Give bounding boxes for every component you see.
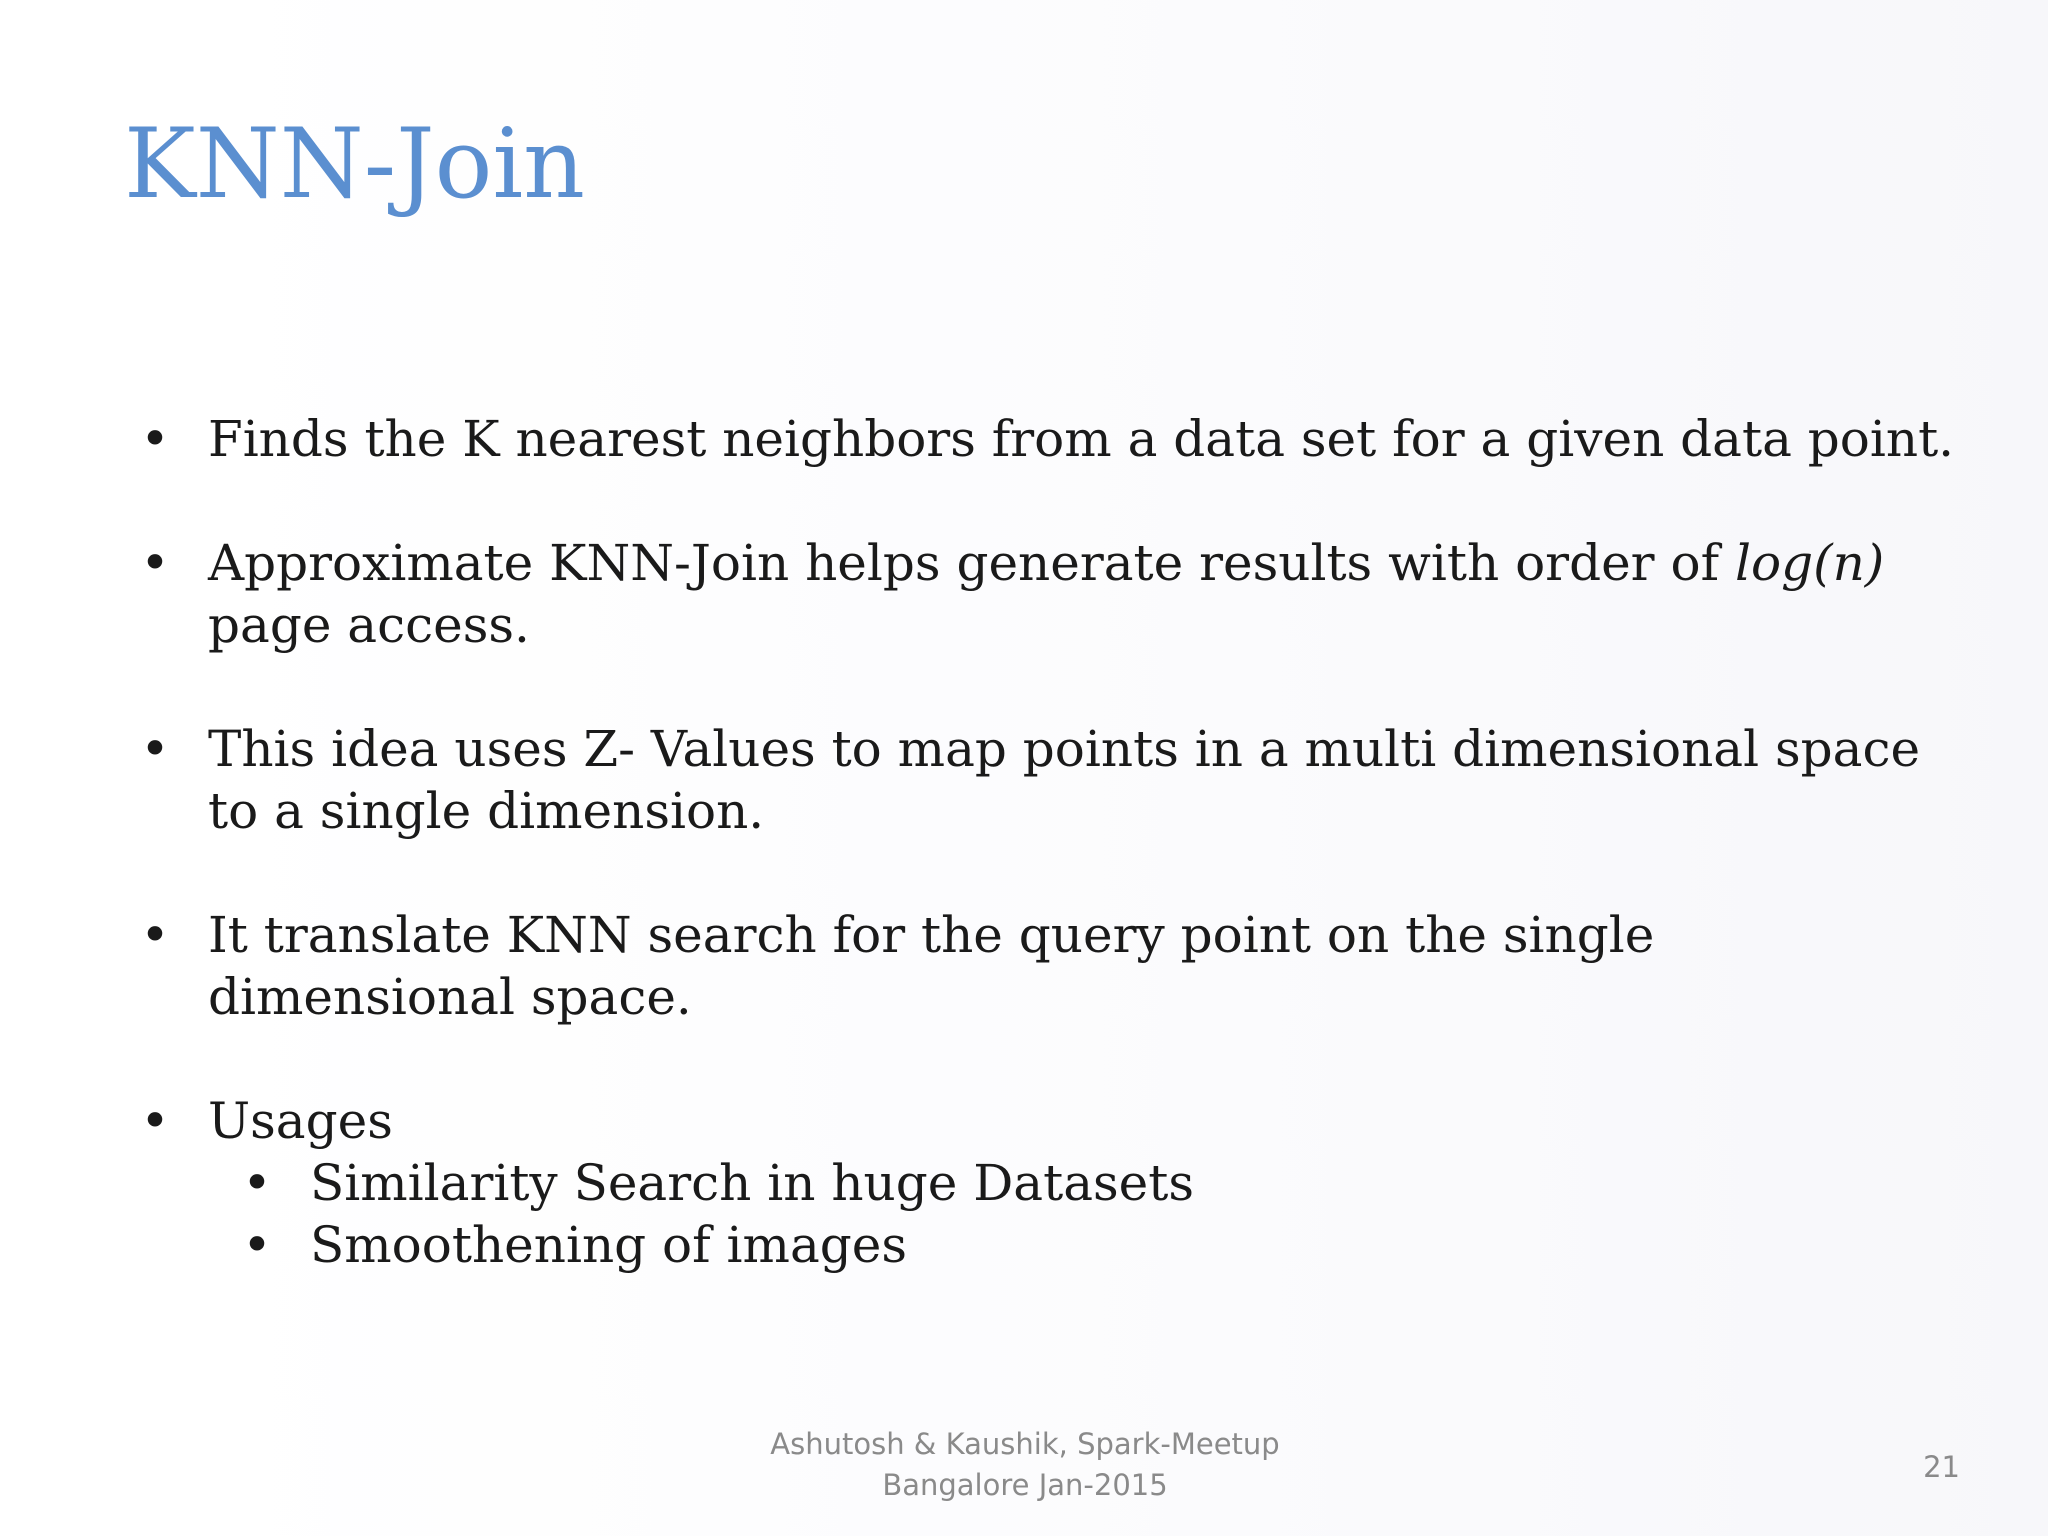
bullet-item xyxy=(140,904,1960,1028)
bullet-text: Finds the K nearest neighbors from a data set for a given data point. xyxy=(208,410,1955,468)
sub-bullet-text: Smoothening of images xyxy=(310,1216,908,1274)
footer-line-event: Bangalore Jan-2015 xyxy=(882,1468,1168,1502)
bullet-text: Approximate KNN-Join helps generate results with order of xyxy=(208,534,1735,592)
bullet-item xyxy=(140,718,1960,842)
sub-bullet-item xyxy=(140,1152,1960,1214)
bullet-item xyxy=(140,532,1960,656)
page-number: 21 xyxy=(1923,1450,1960,1484)
bullet-list xyxy=(140,408,1960,1276)
bullet-text: It translate KNN search for the query point on the single dimensional space. xyxy=(208,906,1655,1026)
bullet-marker: • xyxy=(140,410,170,468)
bullet-marker: • xyxy=(140,906,170,964)
bullet-marker: • xyxy=(140,720,170,778)
footer-line-authors: Ashutosh & Kaushik, Spark-Meetup xyxy=(770,1427,1280,1461)
bullet-marker: • xyxy=(140,1092,170,1150)
bullet-text: Usages xyxy=(208,1092,393,1150)
bullet-marker: • xyxy=(140,534,170,592)
bullet-text: page access. xyxy=(208,596,530,654)
sub-bullet-marker: • xyxy=(242,1216,272,1274)
bullet-text: This idea uses Z- Values to map points in a multi dimensional space to a single dimension. xyxy=(208,720,1921,840)
bullet-item xyxy=(140,1090,1960,1276)
slide-title: KNN-Join xyxy=(124,108,585,220)
bullet-text-italic: log(n) xyxy=(1734,534,1885,592)
sub-bullet-marker: • xyxy=(242,1154,272,1212)
sub-bullet-item xyxy=(140,1214,1960,1276)
slide-footer xyxy=(680,1424,1370,1506)
sub-bullet-text: Similarity Search in huge Datasets xyxy=(310,1154,1195,1212)
bullet-item xyxy=(140,408,1960,470)
